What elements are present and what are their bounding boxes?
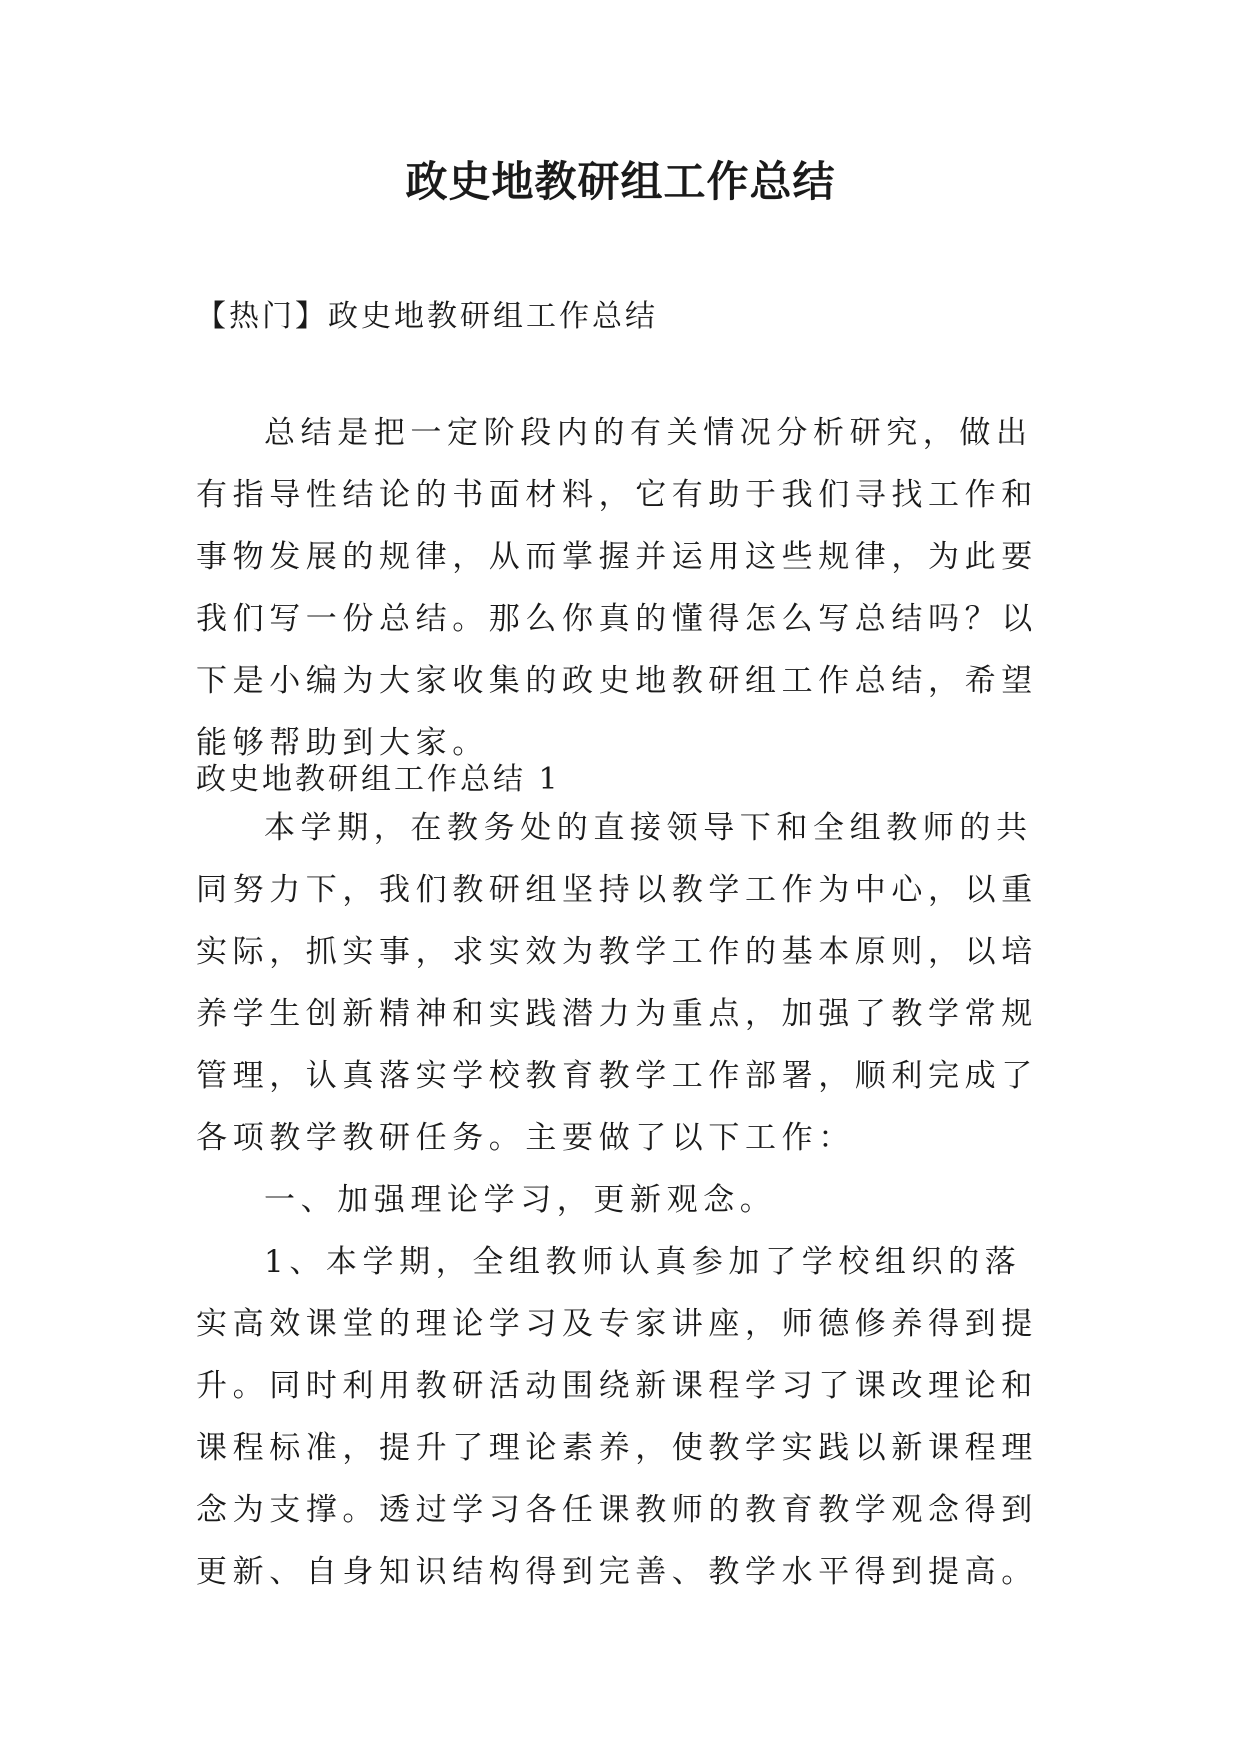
body-paragraph: 1、本学期，全组教师认真参加了学校组织的落实高效课堂的理论学习及专家讲座，师德修养得到提升。同时利用教研活动围绕新课程学习了课改理论和课程标准，提升了理论素养，使教学实践以新课程理念为支撑。透过学习各任课教师的教育教学观念得到更新、自身知识结构得到完善、教学水平得到提高。 bbox=[196, 1244, 1038, 1590]
body-paragraph: 一、加强理论学习，更新观念。 bbox=[264, 1182, 777, 1218]
section-body bbox=[196, 797, 1054, 1603]
intro-section bbox=[196, 402, 1054, 774]
document-subtitle: 【热门】政史地教研组工作总结 bbox=[196, 299, 658, 334]
intro-paragraph: 总结是把一定阶段内的有关情况分析研究，做出有指导性结论的书面材料，它有助于我们寻找工作和事物发展的规律，从而掌握并运用这些规律，为此要我们写一份总结。那么你真的懂得怎么写总结吗？以下是小编为大家收集的政史地教研组工作总结，希望能够帮助到大家。 bbox=[196, 415, 1038, 761]
document-title: 政史地教研组工作总结 bbox=[405, 157, 836, 206]
body-paragraph: 本学期，在教务处的直接领导下和全组教师的共同努力下，我们教研组坚持以教学工作为中心，以重实际，抓实事，求实效为教学工作的基本原则，以培养学生创新精神和实践潜力为重点，加强了教学常规管理，认真落实学校教育教学工作部署，顺利完成了各项教学教研任务。主要做了以下工作： bbox=[196, 810, 1038, 1156]
section-heading: 政史地教研组工作总结 1 bbox=[196, 762, 561, 797]
